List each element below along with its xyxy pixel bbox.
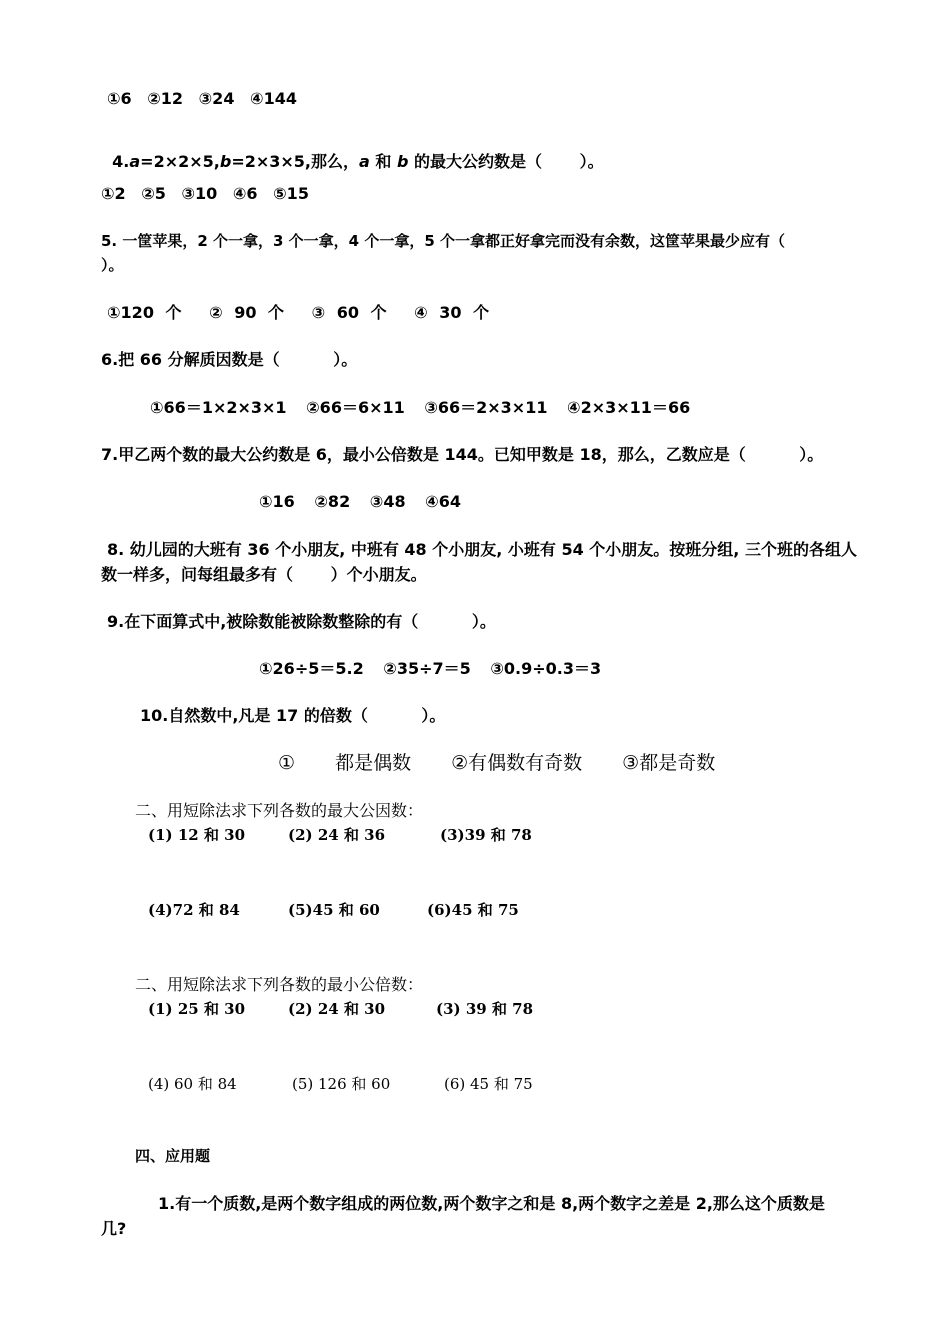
question-6: 6.把 66 分解质因数是（ ）。 — [101, 350, 358, 369]
lcm-item-6: (6) 45 和 75 — [444, 1075, 533, 1093]
q4-var-b2: b — [396, 152, 409, 171]
q7-options: ①16 ②82 ③48 ④64 — [259, 492, 461, 511]
q4-options: ①2 ②5 ③10 ④6 ⑤15 — [101, 184, 309, 203]
gcd-item-5: (5)45 和 60 — [288, 901, 380, 919]
q4-var-b: b — [219, 152, 232, 171]
q4-tail: 的最大公约数是（ ）。 — [408, 152, 604, 171]
question-4 — [101, 138, 604, 170]
q5-options: ①120 个 ② 90 个 ③ 60 个 ④ 30 个 — [107, 303, 490, 322]
app-question-1-line-2: 几? — [101, 1219, 127, 1238]
q4-var-a2: a — [359, 152, 370, 171]
q4-expr-a: =2×2×5, — [140, 152, 220, 171]
lcm-item-1: (1) 25 和 30 — [148, 1000, 246, 1018]
gcd-item-6: (6)45 和 75 — [427, 901, 519, 919]
gcd-item-3: (3)39 和 78 — [440, 826, 532, 844]
lcm-item-3: (3) 39 和 78 — [436, 1000, 534, 1018]
app-question-1-line-1: 1.有一个质数,是两个数字组成的两位数,两个数字之和是 8,两个数字之差是 2,那么这个质数是 — [158, 1194, 825, 1213]
q6-options: ①66＝1×2×3×1 ②66＝6×11 ③66＝2×3×11 ④2×3×11＝66 — [150, 398, 691, 417]
question-10: 10.自然数中,凡是 17 的倍数（ ）。 — [140, 706, 446, 725]
question-7: 7.甲乙两个数的最大公约数是 6，最小公倍数是 144。已知甲数是 18，那么，乙数应是（ ）。 — [101, 445, 824, 464]
gcd-item-2: (2) 24 和 36 — [288, 826, 386, 844]
q5-line-1: 5. 一筐苹果，2 个一拿，3 个一拿，4 个一拿，5 个一拿都正好拿完而没有余数，这筐苹果最少应有（ — [101, 232, 785, 250]
q4-var-a: a — [129, 152, 141, 171]
q4-mid: 和 — [369, 152, 397, 171]
q8-line-2: 数一样多，问每组最多有（ ）个小朋友。 — [101, 565, 427, 584]
lcm-heading: 二、用短除法求下列各数的最小公倍数： — [135, 975, 424, 994]
q4-expr-b: =2×3×5,那么， — [231, 152, 360, 171]
gcd-item-1: (1) 12 和 30 — [148, 826, 246, 844]
q4-prefix: 4. — [112, 152, 130, 171]
q10-options: ① 都是偶数 ②有偶数有奇数 ③都是奇数 — [278, 752, 716, 774]
question-9: 9.在下面算式中,被除数能被除数整除的有（ ）。 — [107, 612, 496, 631]
gcd-item-4: (4)72 和 84 — [148, 901, 240, 919]
lcm-item-5: (5) 126 和 60 — [292, 1075, 391, 1093]
section-4-heading: 四、应用题 — [135, 1147, 211, 1165]
gcd-heading: 二、用短除法求下列各数的最大公因数： — [135, 801, 424, 820]
q5-line-2: ）。 — [101, 256, 124, 274]
q8-line-1: 8. 幼儿园的大班有 36 个小朋友, 中班有 48 个小朋友, 小班有 54 个小朋友。按班分组, 三个班的各组人 — [107, 540, 857, 559]
lcm-item-2: (2) 24 和 30 — [288, 1000, 386, 1018]
q3-options: ①6 ②12 ③24 ④144 — [107, 89, 297, 108]
q9-options: ①26÷5＝5.2 ②35÷7＝5 ③0.9÷0.3＝3 — [259, 659, 602, 678]
lcm-item-4: (4) 60 和 84 — [148, 1075, 237, 1093]
